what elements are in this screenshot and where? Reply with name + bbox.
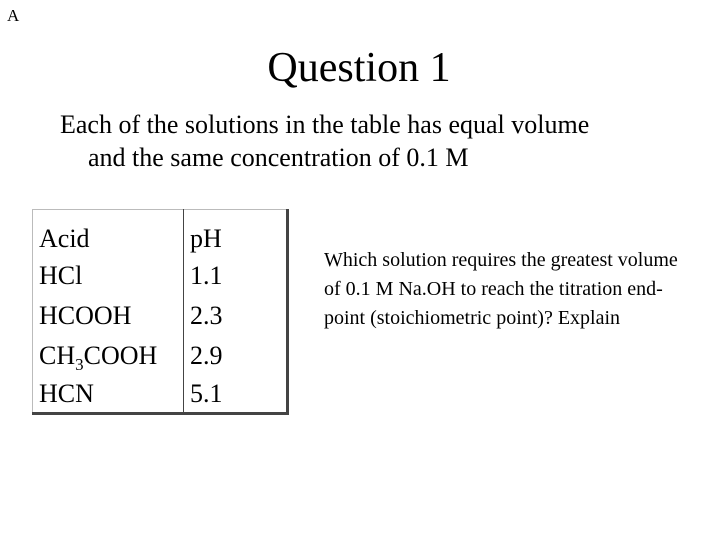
acid-ph-table xyxy=(32,209,289,415)
ph-cell: 5.1 xyxy=(190,379,223,408)
slide-title xyxy=(0,44,720,92)
ph-cell: 2.3 xyxy=(190,301,223,330)
header-acid: Acid xyxy=(33,210,184,257)
acid-formula-subscript: 3 xyxy=(75,355,84,374)
acid-formula-part: COOH xyxy=(83,341,158,370)
table-row xyxy=(33,296,288,336)
intro-line-1: Each of the solutions in the table has equal volume xyxy=(60,110,590,139)
acid-cell xyxy=(33,336,184,376)
ph-cell: 1.1 xyxy=(190,261,223,290)
corner-label: A xyxy=(7,6,20,25)
acid-formula-part: CH xyxy=(39,341,76,370)
table-header-row xyxy=(33,210,288,257)
question-text: Which solution requires the greatest volume of 0.1 M Na.OH to reach the titration end-point (stoichiometric point)? Explain xyxy=(324,249,678,329)
acid-cell: HCl xyxy=(33,256,184,296)
intro-line-2: and the same concentration of 0.1 M xyxy=(88,143,469,172)
table-row xyxy=(33,256,288,296)
table-row xyxy=(33,376,288,414)
table-row xyxy=(33,336,288,376)
header-ph: pH xyxy=(190,224,222,253)
acid-cell: HCOOH xyxy=(33,296,184,336)
intro-text xyxy=(60,108,700,174)
slide-title-text: Question 1 xyxy=(267,45,451,91)
ph-cell: 2.9 xyxy=(190,341,223,370)
acid-cell: HCN xyxy=(33,376,184,414)
